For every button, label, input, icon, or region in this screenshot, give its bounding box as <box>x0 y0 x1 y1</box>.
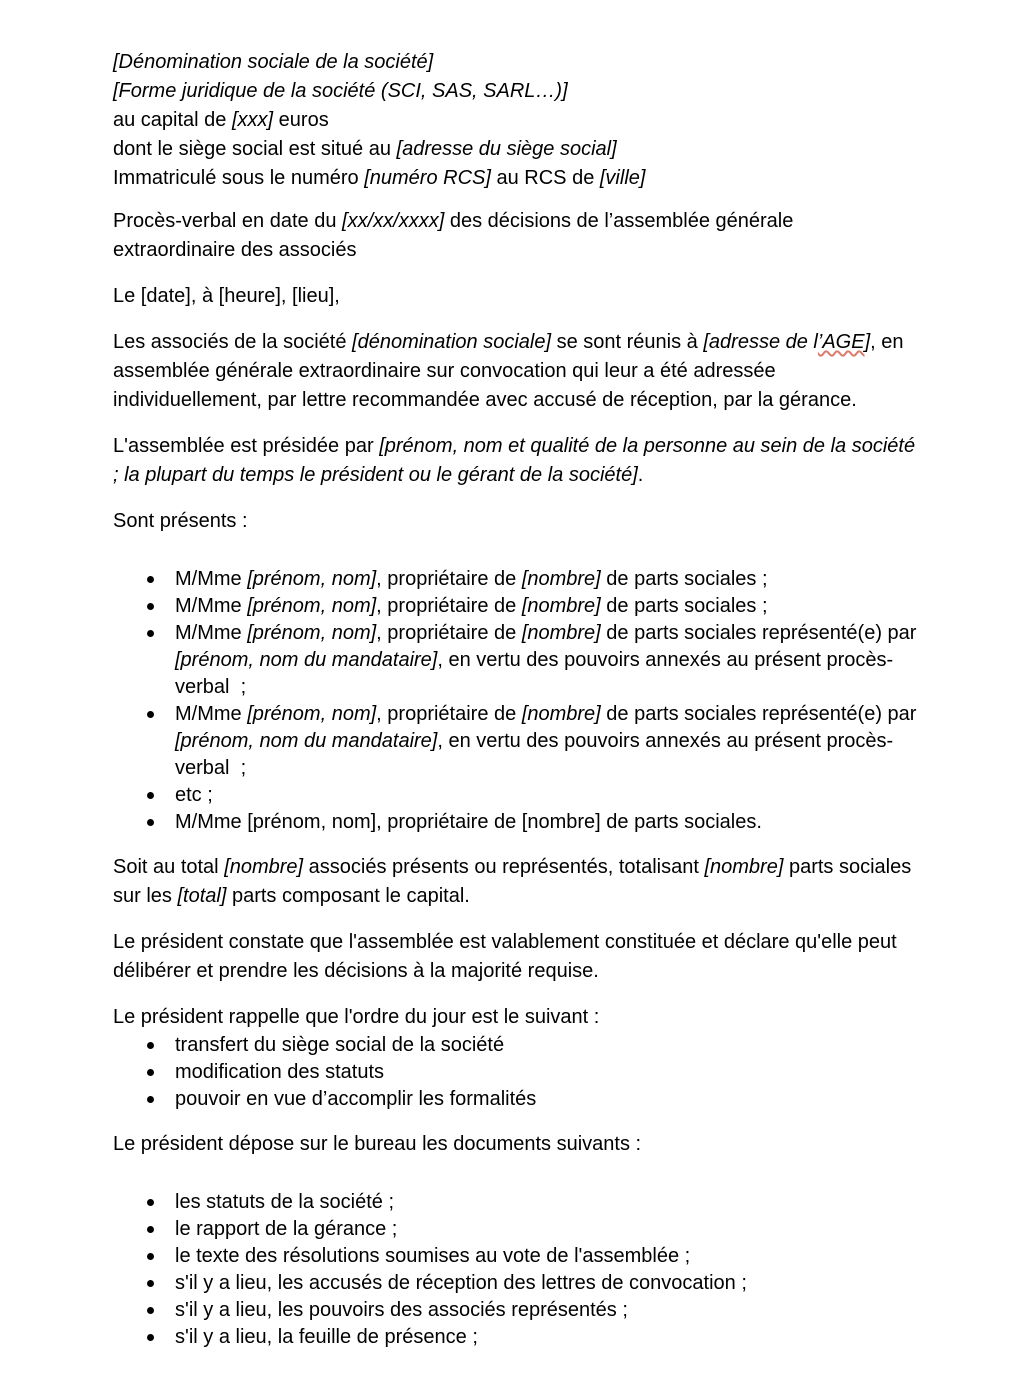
text-run: Le président rappelle que l'ordre du jour est le suivant : <box>113 1006 600 1028</box>
legal-form-line <box>113 77 920 106</box>
attendees-heading <box>113 507 920 536</box>
quorum-paragraph <box>113 928 920 986</box>
list-item <box>113 809 920 836</box>
text-run: parts composant le capital. <box>226 885 470 907</box>
list-item <box>113 1270 920 1297</box>
placeholder-name: [prénom, nom] <box>247 568 377 590</box>
text-run: s'il y a lieu, la feuille de présence ; <box>175 1326 478 1348</box>
text-run: Immatriculé sous le numéro <box>113 167 365 189</box>
text-run: M/Mme [prénom, nom], propriétaire de [nombre] de parts sociales. <box>175 811 762 833</box>
text-run: , propriétaire de <box>376 703 522 725</box>
text-run: de parts sociales représenté(e) par <box>600 703 917 725</box>
list-item <box>113 1086 920 1113</box>
minutes-title-paragraph <box>113 207 920 265</box>
text-run: etc ; <box>175 784 213 806</box>
placeholder-rcs-number: [numéro RCS] <box>364 167 491 189</box>
text-run: euros <box>273 109 329 131</box>
text-run: , propriétaire de <box>376 622 522 644</box>
text-run: de parts sociales ; <box>600 568 768 590</box>
date-place-line <box>113 282 920 311</box>
text-run: de parts sociales représenté(e) par <box>600 622 917 644</box>
list-item <box>113 1189 920 1216</box>
placeholder-company-name: [dénomination sociale] <box>352 331 552 353</box>
list-item <box>113 566 920 593</box>
text-run: parts sociales sur les <box>113 856 912 907</box>
text-run: M/Mme <box>175 595 248 617</box>
placeholder-number: [nombre] <box>704 856 784 878</box>
text-run: transfert du siège social de la société <box>175 1034 505 1056</box>
registered-office-line <box>113 135 920 164</box>
text-run: les statuts de la société ; <box>175 1191 395 1213</box>
list-item <box>113 620 920 701</box>
placeholder-total: [total] <box>177 885 227 907</box>
capital-line <box>113 106 920 135</box>
placeholder-chairman-identity: [prénom, nom et qualité de la personne au sein de la société ; la plupart du temps le président ou le gérant de la société] <box>113 435 916 486</box>
meeting-paragraph <box>113 328 920 415</box>
placeholder-name: [prénom, nom] <box>247 595 377 617</box>
spellcheck-underlined-word: ’AGE <box>817 331 865 353</box>
text-run: s'il y a lieu, les accusés de réception des lettres de convocation ; <box>175 1272 747 1294</box>
text-run: de parts sociales ; <box>600 595 768 617</box>
text-run: L'assemblée est présidée par <box>113 435 380 457</box>
placeholder-number: [nombre] <box>521 703 601 725</box>
placeholder-bracket-close: ] <box>864 331 871 353</box>
list-item <box>113 782 920 809</box>
placeholder-company-name: [Dénomination sociale de la société] <box>113 51 434 73</box>
text-run: associés présents ou représentés, totalisant <box>303 856 705 878</box>
text-run: Le président constate que l'assemblée est valablement constituée et déclare qu'elle peut délibérer et prendre les décisions à la majorité requise. <box>113 931 897 982</box>
text-run: au RCS de <box>490 167 600 189</box>
list-item <box>113 1032 920 1059</box>
placeholder-legal-form: [Forme juridique de la société (SCI, SAS, SARL…)] <box>113 80 568 102</box>
text-run: M/Mme <box>175 568 248 590</box>
documents-list <box>113 1189 920 1351</box>
chairman-paragraph <box>113 432 920 490</box>
placeholder-city: [ville] <box>599 167 646 189</box>
text-run: au capital de <box>113 109 232 131</box>
list-item <box>113 1324 920 1351</box>
agenda-list <box>113 1032 920 1113</box>
text-run: Procès-verbal en date du <box>113 210 343 232</box>
documents-heading <box>113 1130 920 1159</box>
text-run: modification des statuts <box>175 1061 384 1083</box>
list-item <box>113 1243 920 1270</box>
agenda-heading <box>113 1003 920 1032</box>
placeholder-date: [xx/xx/xxxx] <box>342 210 445 232</box>
placeholder-number: [nombre] <box>521 568 601 590</box>
placeholder-proxy-name: [prénom, nom du mandataire] <box>175 649 438 671</box>
placeholder-capital: [xxx] <box>231 109 274 131</box>
text-run: Le président dépose sur le bureau les documents suivants : <box>113 1133 642 1155</box>
text-run: , propriétaire de <box>376 568 522 590</box>
text-run: , en assemblée générale extraordinaire sur convocation qui leur a été adressée individuellement, par lettre recommandée avec accusé de réception, par la gérance. <box>113 331 904 411</box>
text-run: M/Mme <box>175 622 248 644</box>
placeholder-name: [prénom, nom] <box>247 703 377 725</box>
text-run: , en vertu des pouvoirs annexés au présent procès-verbal ; <box>175 649 894 698</box>
list-item <box>113 1216 920 1243</box>
text-run: Le [date], à [heure], [lieu], <box>113 285 340 307</box>
list-item <box>113 593 920 620</box>
text-run: . <box>637 464 644 486</box>
attendees-list <box>113 566 920 836</box>
placeholder-number: [nombre] <box>224 856 304 878</box>
text-run: pouvoir en vue d’accomplir les formalités <box>175 1088 537 1110</box>
text-run: s'il y a lieu, les pouvoirs des associés représentés ; <box>175 1299 628 1321</box>
placeholder-name: [prénom, nom] <box>247 622 377 644</box>
text-run: Sont présents : <box>113 510 248 532</box>
total-paragraph <box>113 853 920 911</box>
list-item <box>113 701 920 782</box>
text-run: le texte des résolutions soumises au vote de l'assemblée ; <box>175 1245 691 1267</box>
text-run: des décisions de l’assemblée générale extraordinaire des associés <box>113 210 794 261</box>
text-run: Soit au total <box>113 856 225 878</box>
text-run: , en vertu des pouvoirs annexés au présent procès-verbal ; <box>175 730 894 779</box>
list-item <box>113 1297 920 1324</box>
placeholder-number: [nombre] <box>521 595 601 617</box>
registration-line <box>113 164 920 193</box>
text-run: se sont réunis à <box>551 331 704 353</box>
placeholder-proxy-name: [prénom, nom du mandataire] <box>175 730 438 752</box>
placeholder-number: [nombre] <box>521 622 601 644</box>
company-header-block <box>113 48 920 193</box>
placeholder-office-address: [adresse du siège social] <box>396 138 617 160</box>
text-run: Les associés de la société <box>113 331 353 353</box>
text-run: M/Mme <box>175 703 248 725</box>
company-name-line <box>113 48 920 77</box>
text-run: , propriétaire de <box>376 595 522 617</box>
text-run: dont le siège social est situé au <box>113 138 397 160</box>
text-run: le rapport de la gérance ; <box>175 1218 398 1240</box>
placeholder-meeting-address: [adresse de l <box>703 331 818 353</box>
list-item <box>113 1059 920 1086</box>
